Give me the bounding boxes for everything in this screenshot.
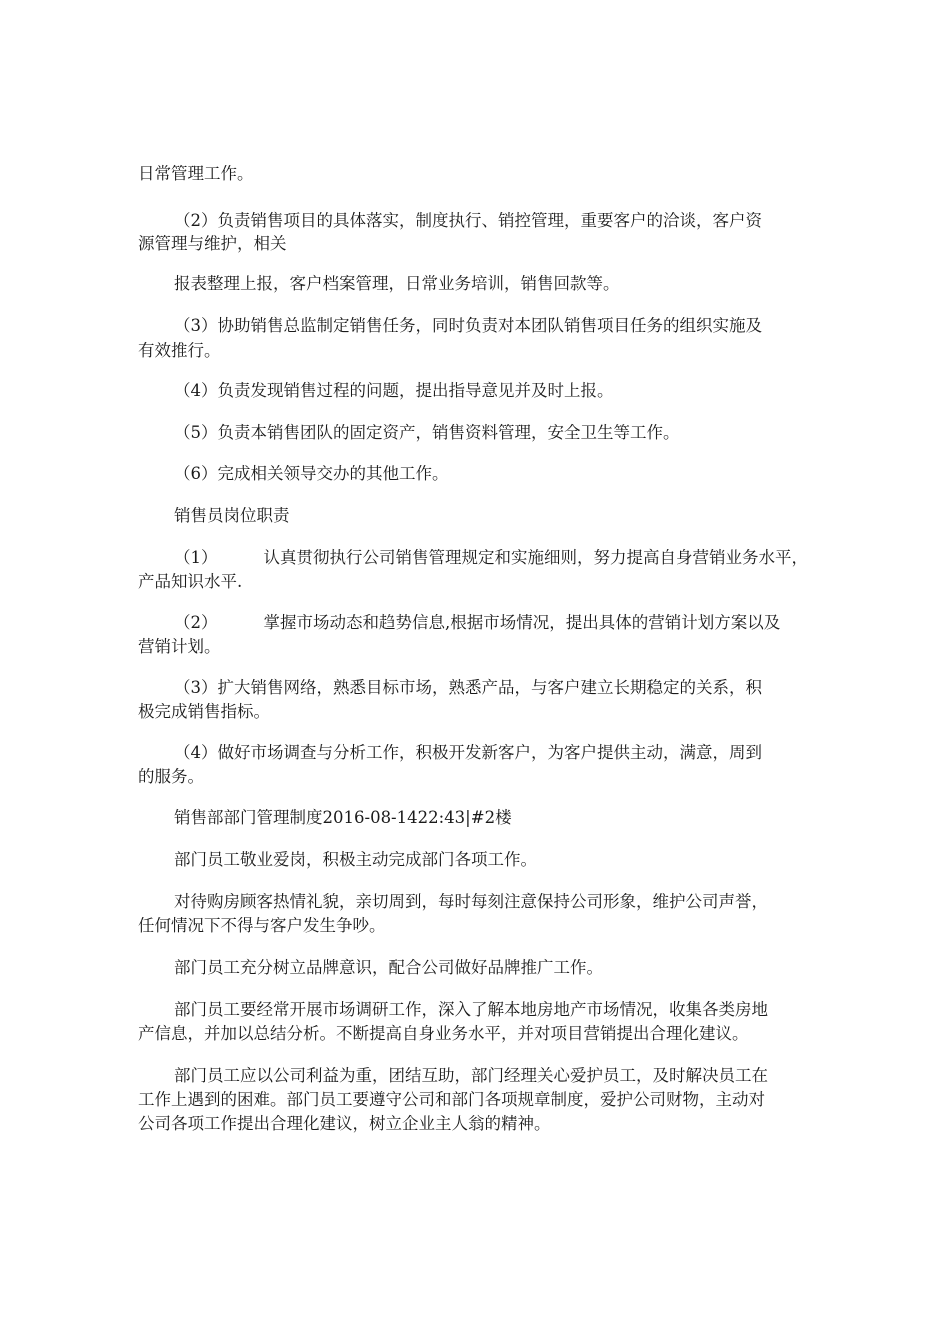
text-line: （3）扩大销售网络，熟悉目标市场，熟悉产品，与客户建立长期稳定的关系，积 <box>174 678 762 697</box>
item-text: 掌握市场动态和趋势信息,根据市场情况，提出具体的营销计划方案以及 <box>263 613 781 632</box>
text-line: 部门员工敬业爱岗，积极主动完成部门各项工作。 <box>174 850 537 869</box>
item-number: （2） <box>174 613 218 632</box>
item-number: （1） <box>174 548 218 567</box>
text-line: 公司各项工作提出合理化建议，树立企业主人翁的精神。 <box>138 1114 551 1133</box>
text-line: （2）负责销售项目的具体落实，制度执行、销控管理，重要客户的洽谈，客户资 <box>174 211 762 230</box>
text-line: 部门员工应以公司利益为重，团结互助，部门经理关心爱护员工，及时解决员工在 <box>174 1066 768 1085</box>
text-line <box>174 546 808 570</box>
text-line: 日常管理工作。 <box>138 164 254 183</box>
item-text: 认真贯彻执行公司销售管理规定和实施细则，努力提高自身营销业务水平， <box>263 548 808 567</box>
section-heading: 销售部部门管理制度2016-08-1422:43|#2楼 <box>174 808 512 827</box>
text-line: 的服务。 <box>138 767 204 786</box>
text-line: 报表整理上报，客户档案管理，日常业务培训，销售回款等。 <box>174 274 620 293</box>
text-line: 营销计划。 <box>138 637 221 656</box>
text-line: 有效推行。 <box>138 341 221 360</box>
text-line: 对待购房顾客热情礼貌，亲切周到，每时每刻注意保持公司形象，维护公司声誉， <box>174 892 768 911</box>
text-line: 产信息，并加以总结分析。不断提高自身业务水平，并对项目营销提出合理化建议。 <box>138 1024 749 1043</box>
text-line: 任何情况下不得与客户发生争吵。 <box>138 916 386 935</box>
section-heading: 销售员岗位职责 <box>174 506 290 525</box>
text-line: 工作上遇到的困难。部门员工要遵守公司和部门各项规章制度，爱护公司财物，主动对 <box>138 1090 765 1109</box>
text-line: （4）负责发现销售过程的问题，提出指导意见并及时上报。 <box>174 381 614 400</box>
text-line: （4）做好市场调查与分析工作，积极开发新客户，为客户提供主动，满意，周到 <box>174 743 762 762</box>
text-line: 部门员工要经常开展市场调研工作，深入了解本地房地产市场情况，收集各类房地 <box>174 1000 768 1019</box>
text-line: 源管理与维护，相关 <box>138 234 287 253</box>
text-line: 产品知识水平. <box>138 572 243 591</box>
text-line: 部门员工充分树立品牌意识，配合公司做好品牌推广工作。 <box>174 958 603 977</box>
text-line: 极完成销售指标。 <box>138 702 270 721</box>
text-line: （5）负责本销售团队的固定资产，销售资料管理，安全卫生等工作。 <box>174 423 680 442</box>
text-line <box>174 611 780 635</box>
text-line: （6）完成相关领导交办的其他工作。 <box>174 464 449 483</box>
text-line: （3）协助销售总监制定销售任务，同时负责对本团队销售项目任务的组织实施及 <box>174 316 762 335</box>
